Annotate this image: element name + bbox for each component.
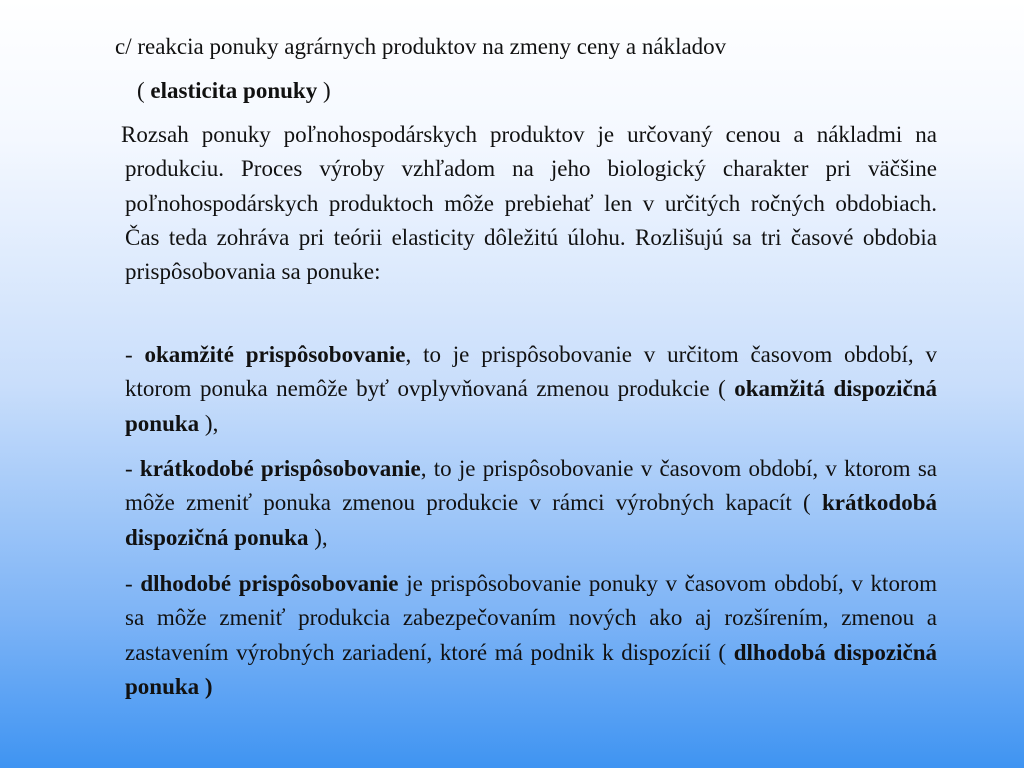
bullet-item (125, 567, 937, 704)
bullet-text: , to je prispôsobovanie v určitom časovom období, v ktorom ponuka nemôže byť ovplyvňovaná zmenou produkcie ( (125, 342, 937, 402)
bullet-dash: - (125, 342, 145, 367)
intro-text: Rozsah ponuky poľnohospodárskych produktov je určovaný cenou a nákladmi na produkciu. Proces výroby vzhľadom na jeho biologický charakter pri väčšine poľnohospodárskych produktoch môže prebiehať len v určitých ročných obdobiach. Čas teda zohráva pri teórii elasticity dôležitú úlohu. Rozlišujú sa tri časové obdobia prispôsobovania sa ponuke: (121, 122, 937, 285)
bullet-text: je prispôsobovanie ponuky v časovom období, v ktorom sa môže zmeniť produkcia zabezpečovaním nových ako aj rozšírením, zmenou a zastavením výrobných zariadení, ktoré má podnik k dispozícií ( (125, 571, 938, 665)
intro-paragraph (121, 118, 937, 289)
bullet-term: krátkodobé prispôsobovanie (139, 456, 421, 481)
subheading-open-paren: ( (137, 78, 151, 103)
section-heading (115, 30, 726, 64)
bullet-label: dlhodobá dispozičná ponuka ) (125, 639, 937, 699)
bullet-dash: - (125, 456, 140, 481)
bullet-item (125, 338, 937, 441)
section-subheading (137, 74, 331, 108)
bullet-term: dlhodobé prispôsobovanie (140, 571, 399, 596)
subheading-close-paren: ) (317, 78, 331, 103)
bullet-term: okamžité prispôsobovanie (144, 342, 406, 367)
bullet-text: , to je prispôsobovanie v časovom období, v ktorom sa môže zmeniť ponuka zmenou produkcie v rámci výrobných kapacít ( (125, 456, 937, 516)
subheading-bold-term: elasticita ponuky (150, 78, 318, 103)
section-heading-text: c/ reakcia ponuky agrárnych produktov na zmeny ceny a nákladov (115, 34, 727, 59)
bullet-item (125, 452, 937, 555)
bullet-label: krátkodobá dispozičná ponuka (125, 490, 937, 550)
bullet-dash: - (125, 571, 141, 596)
bullet-end: ), (199, 410, 219, 436)
bullet-end: ), (308, 524, 328, 550)
bullet-label: okamžitá dispozičná ponuka (125, 376, 938, 436)
